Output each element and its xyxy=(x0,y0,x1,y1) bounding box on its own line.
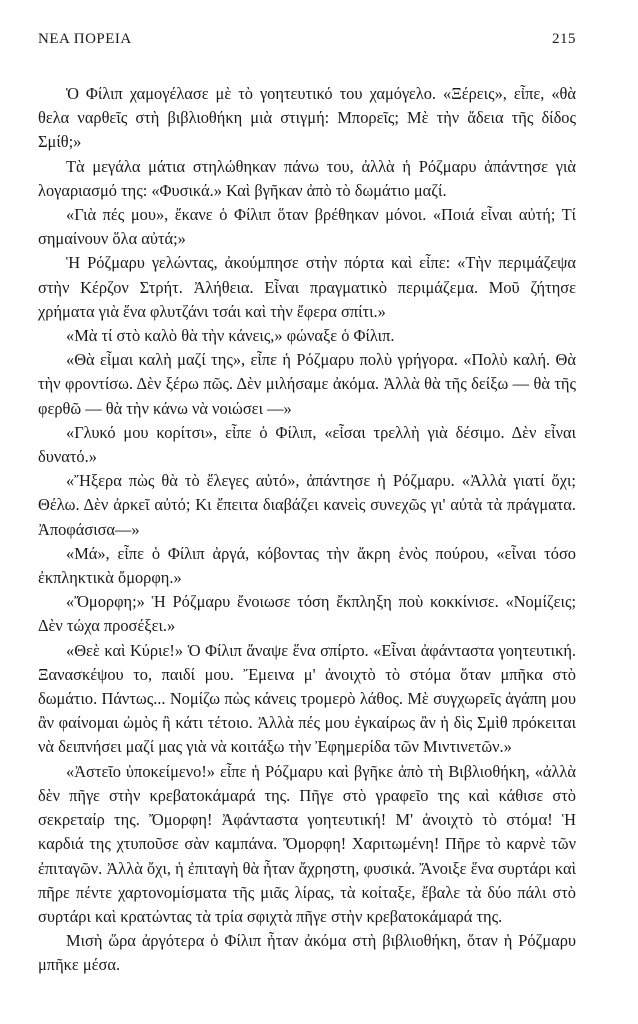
paragraph: Τὰ μεγάλα μάτια στηλώθηκαν πάνω του, ἀλλὰ ἡ Ρόζμαρυ ἀπάντησε γιὰ λογαριασμό της: «Φυσικά.» Καὶ βγῆκαν ἀπὸ τὸ δωμάτιο μαζί. xyxy=(38,156,576,200)
body-text xyxy=(38,82,576,978)
running-head: ΝΕΑ ΠΟΡΕΙΑ xyxy=(38,31,132,47)
page-number: 215 xyxy=(552,31,576,47)
paragraph: Μισὴ ὥρα ἀργότερα ὁ Φίλιπ ἦταν ἀκόμα στὴ βιβλιοθήκη, ὅταν ἡ Ρόζμαρυ μπῆκε μέσα. xyxy=(38,931,576,975)
page-header xyxy=(38,31,576,51)
paragraph: Ἡ Ρόζμαρυ γελώντας, ἀκούμπησε στὴν πόρτα καὶ εἶπε: «Τὴν περιμάζεψα στὴν Κέρζον Στρήτ. Ἀλήθεια. Εἶναι πραγματικὸ περιμάζεμα. Μοῦ ζήτησε χρήματα γιὰ ἕνα φλυτζάνι τσάι καὶ τὴν ἔφερα σπίτι.» xyxy=(38,253,576,321)
paragraph: «Θεὲ καὶ Κύριε!» Ὁ Φίλιπ ἄναψε ἕνα σπίρτο. «Εἶναι ἀφάνταστα γοητευτική. Ξανασκέψου το, παιδί μου. Ἔμεινα μ' ἀνοιχτὸ τὸ στόμα ὅταν μπῆκα στὸ δωμάτιο. Πάντως... Νομίζω πὼς κάνεις τρομερὸ λάθος. Μὲ συγχωρεῖς ἀγάπη μου ἂν φαίνομαι ὠμὸς ἢ κάτι τέτοιο. Ἀλλὰ πές μου ἐγκαίρως ἂν ἡ δὶς Σμὶθ πρόκειται νὰ δειπνήσει μαζί μας γιὰ νὰ κοιτάξω τὴν Ἐφημερίδα τῶν Μιντινετῶν.» xyxy=(38,640,576,757)
paragraph: Ὁ Φίλιπ χαμογέλασε μὲ τὸ γοητευτικό του χαμόγελο. «Ξέρεις», εἶπε, «θὰ θελα ναρθεῖς στὴ βιβλιοθήκη μιὰ στιγμή: Μπορεῖς; Μὲ τὴν ἄδεια τῆς δίδος Σμίθ;» xyxy=(38,84,576,152)
paragraph: «Θὰ εἶμαι καλὴ μαζί της», εἶπε ἡ Ρόζμαρυ πολὺ γρήγορα. «Πολὺ καλή. Θὰ τὴν φροντίσω. Δὲν ξέρω πῶς. Δὲν μιλήσαμε ἀκόμα. Ἀλλὰ θὰ τῆς δείξω — θὰ τῆς φερθῶ — θὰ τὴν κάνω νὰ νοιώσει —» xyxy=(38,350,576,418)
paragraph: «Μά», εἶπε ὁ Φίλιπ ἀργά, κόβοντας τὴν ἄκρη ἑνὸς πούρου, «εἶναι τόσο ἐκπληκτικὰ ὄμορφη.» xyxy=(38,543,576,588)
paragraph: «Ὄμορφη;» Ἡ Ρόζμαρυ ἔνοιωσε τόση ἔκπληξη ποὺ κοκκίνισε. «Νομίζεις; Δὲν τώχα προσέξει.» xyxy=(38,592,576,636)
paragraph: «Ἀστεῖο ὑποκείμενο!» εἶπε ἡ Ρόζμαρυ καὶ βγῆκε ἀπὸ τὴ Βιβλιοθήκη, «ἀλλὰ δὲν πῆγε στὴν κρεβατοκάμαρά της. Πῆγε στὸ γραφεῖο της καὶ κάθισε στὸ σεκρεταίρ της. Ὄμορφη! Ἀφάνταστα γοητευτική! Μ' ἀνοιχτὸ τὸ στόμα! Ἡ καρδιά της χτυποῦσε σὰν καμπάνα. Ὄμορφη! Χαριτωμένη! Πῆρε τὸ καρνὲ τῶν ἐπιταγῶν. Ἀλλὰ ὄχι, ἡ ἐπιταγὴ θὰ ἦταν ἄχρηστη, φυσικά. Ἄνοιξε ἕνα συρτάρι καὶ πῆρε πέντε χαρτονομίσματα τῆς μιᾶς λίρας, τὰ κοίταξε, ἔβαλε τὰ δύο πάλι στὸ συρτάρι καὶ κρατώντας τὰ τρία σφιχτὰ πῆγε στὴν κρεβατοκάμαρά της. xyxy=(38,761,576,926)
paragraph: «Μὰ τί στὸ καλὸ θὰ τὴν κάνεις,» φώναξε ὁ Φίλιπ. xyxy=(66,326,395,346)
paragraph: «Γιὰ πές μου», ἔκανε ὁ Φίλιπ ὅταν βρέθηκαν μόνοι. «Ποιά εἶναι αὐτή; Τί σημαίνουν ὅλα αὐτά;» xyxy=(38,205,576,249)
paragraph: «Ἤξερα πὼς θὰ τὸ ἔλεγες αὐτό», ἀπάντησε ἡ Ρόζμαρυ. «Ἀλλὰ γιατί ὄχι; Θέλω. Δὲν ἀρκεῖ αὐτό; Κι ἔπειτα διαβάζει κανεὶς συνεχῶς γι' αὐτὰ τὰ πράγματα. Ἀποφάσισα—» xyxy=(38,471,576,539)
paragraph: «Γλυκό μου κορίτσι», εἶπε ὁ Φίλιπ, «εἶσαι τρελλὴ γιὰ δέσιμο. Δὲν εἶναι δυνατό.» xyxy=(38,422,576,467)
